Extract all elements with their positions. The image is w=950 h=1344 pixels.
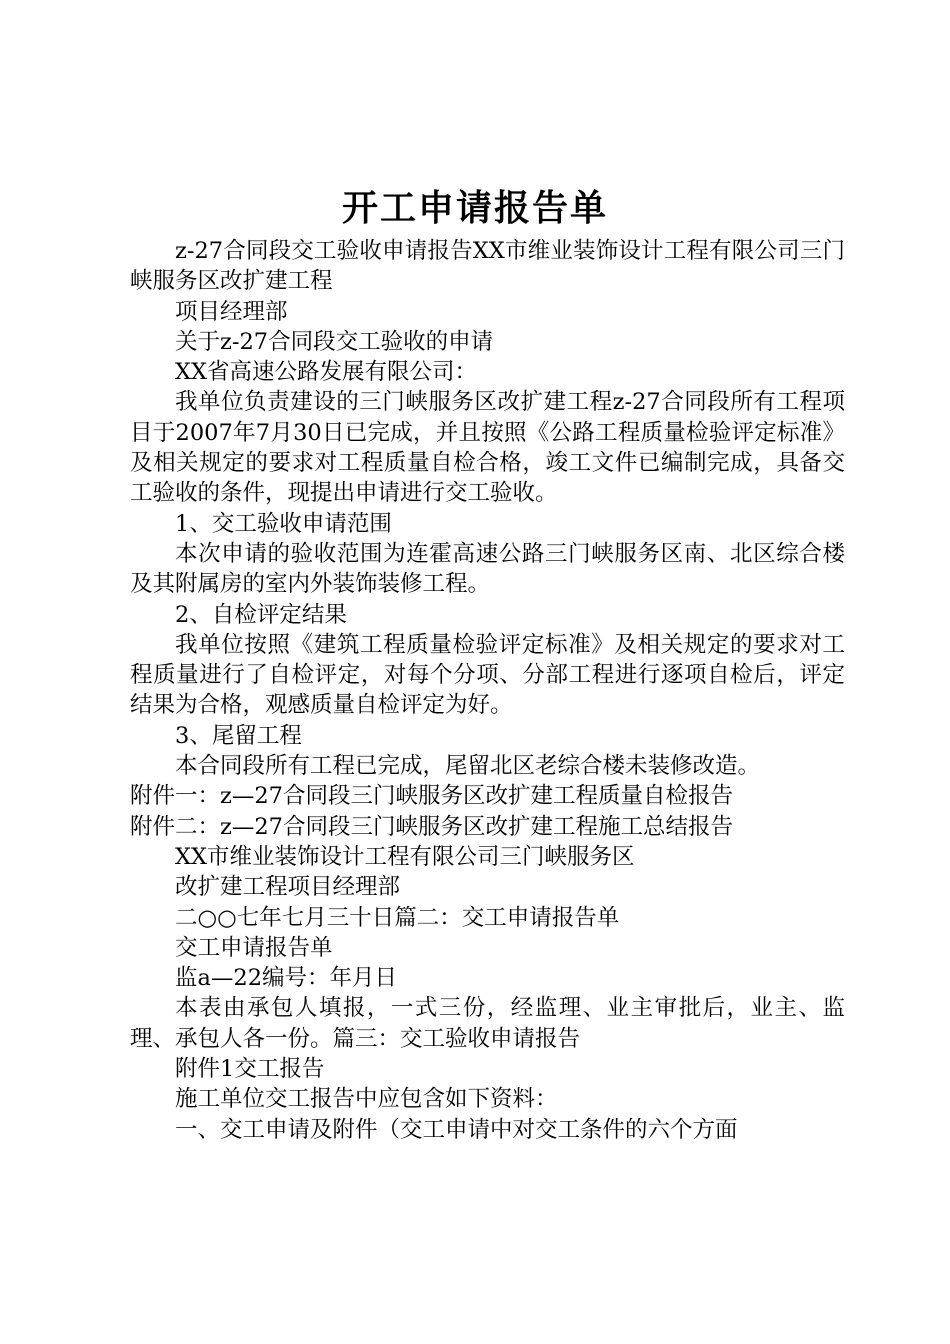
attachment-one: 附件一：z—27合同段三门峡服务区改扩建工程质量自检报告 bbox=[130, 783, 733, 810]
paragraph-subject: 关于z-27合同段交工验收的申请 bbox=[175, 328, 494, 355]
paragraph-result: 我单位按照《建筑工程质量检验评定标准》及相关规定的要求对工程质量进行了自检评定，对每个分项、分部工程进行逐项自检后，评定结果为合格，观感质量自检评定为好。 bbox=[130, 631, 845, 719]
section-heading-result: 2、自检评定结果 bbox=[175, 601, 347, 628]
paragraph-scope: 本次申请的验收范围为连霍高速公路三门峡服务区南、北区综合楼及其附属房的室内外装饰装修工程。 bbox=[130, 540, 845, 598]
document-title: 开工申请报告单 bbox=[341, 187, 608, 229]
section-heading-remaining: 3、尾留工程 bbox=[175, 722, 302, 749]
report-contents-item-one: 一、交工申请及附件（交工申请中对交工条件的六个方面 bbox=[175, 1116, 738, 1143]
attachment-two: 附件二：z—27合同段三门峡服务区改扩建工程施工总结报告 bbox=[130, 813, 733, 840]
signature-date: 二○○七年七月三十日篇二：交工申请报告单 bbox=[175, 904, 620, 931]
paragraph-addressee: XX省高速公路发展有限公司： bbox=[175, 359, 478, 386]
paragraph-remaining: 本合同段所有工程已完成，尾留北区老综合楼未装修改造。 bbox=[175, 753, 761, 780]
form-title: 交工申请报告单 bbox=[175, 934, 333, 961]
signature-company: XX市维业装饰设计工程有限公司三门峡服务区 bbox=[175, 843, 635, 870]
signature-dept: 改扩建工程项目经理部 bbox=[175, 874, 401, 901]
paragraph-intro: z-27合同段交工验收申请报告XX市维业装饰设计工程有限公司三门峡服务区改扩建工程 bbox=[130, 238, 845, 295]
report-contents-intro: 施工单位交工报告中应包含如下资料： bbox=[175, 1086, 558, 1113]
form-number-line: 监a—22编号：年月日 bbox=[175, 965, 398, 992]
paragraph-main: 我单位负责建设的三门峡服务区改扩建工程z-27合同段所有工程项目于2007年7月30日已完成，并且按照《公路工程质量检验评定标准》及相关规定的要求对工程质量自检合格，竣工文件已编制完成，具备交工验收的条件，现提出申请进行交工验收。 bbox=[130, 389, 845, 507]
form-note: 本表由承包人填报，一式三份，经监理、业主审批后，业主、监理、承包人各一份。篇三：交工验收申请报告 bbox=[130, 995, 845, 1052]
attachment-report-heading: 附件1交工报告 bbox=[175, 1056, 325, 1083]
section-heading-scope: 1、交工验收申请范围 bbox=[175, 510, 392, 537]
document-body bbox=[130, 236, 845, 1145]
paragraph-dept: 项目经理部 bbox=[175, 298, 288, 325]
